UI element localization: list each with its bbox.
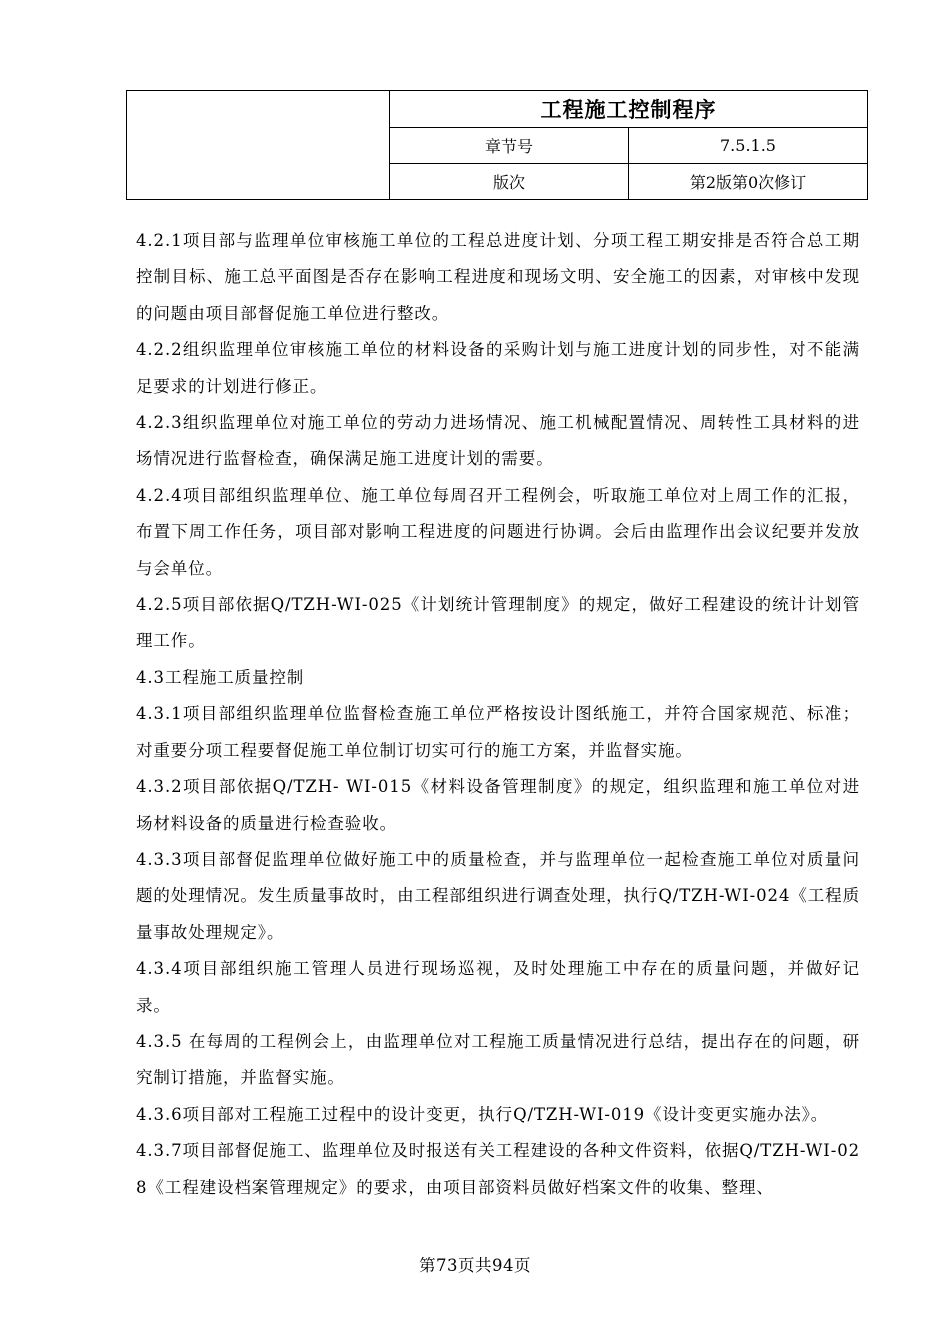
version-label: 版次 [390, 164, 629, 200]
paragraph-4-2-5: 4.2.5项目部依据Q/TZH-WI-025《计划统计管理制度》的规定，做好工程建设的统计计划管理工作。 [136, 595, 860, 651]
version-value: 第2版第0次修订 [629, 164, 868, 200]
paragraph-4-3-3: 4.3.3项目部督促监理单位做好施工中的质量检查，并与监理单位一起检查施工单位对质量问题的处理情况。发生质量事故时，由工程部组织进行调查处理，执行Q/TZH-WI-024《工程质量事故处理规定》。 [136, 849, 860, 942]
paragraph-4-3-7: 4.3.7项目部督促施工、监理单位及时报送有关工程建设的各种文件资料，依据Q/TZH-WI-028《工程建设档案管理规定》的要求，由项目部资料员做好档案文件的收集、整理、 [136, 1141, 860, 1197]
document-title: 工程施工控制程序 [390, 91, 868, 128]
document-body [136, 223, 860, 1206]
paragraph-4-2-4: 4.2.4项目部组织监理单位、施工单位每周召开工程例会，听取施工单位对上周工作的汇报，布置下周工作任务，项目部对影响工程进度的问题进行协调。会后由监理作出会议纪要并发放与会单位。 [136, 485, 860, 578]
chapter-value: 7.5.1.5 [629, 128, 868, 164]
paragraph-4-3-1: 4.3.1项目部组织监理单位监督检查施工单位严格按设计图纸施工，并符合国家规范、标准；对重要分项工程要督促施工单位制订切实可行的施工方案，并监督实施。 [136, 704, 860, 760]
paragraph-4-2-3: 4.2.3组织监理单位对施工单位的劳动力进场情况、施工机械配置情况、周转性工具材料的进场情况进行监督检查，确保满足施工进度计划的需要。 [136, 413, 860, 469]
chapter-label: 章节号 [390, 128, 629, 164]
paragraph-4-3-5: 4.3.5 在每周的工程例会上，由监理单位对工程施工质量情况进行总结，提出存在的问题，研究制订措施，并监督实施。 [136, 1031, 860, 1088]
header-logo-cell [127, 91, 390, 200]
document-header-table [126, 90, 868, 200]
paragraph-4-2-2: 4.2.2组织监理单位审核施工单位的材料设备的采购计划与施工进度计划的同步性，对不能满足要求的计划进行修正。 [136, 340, 860, 396]
paragraph-4-3-2: 4.3.2项目部依据Q/TZH- WI-015《材料设备管理制度》的规定，组织监理和施工单位对进场材料设备的质量进行检查验收。 [136, 777, 860, 833]
paragraph-4-3-6: 4.3.6项目部对工程施工过程中的设计变更，执行Q/TZH-WI-019《设计变更实施办法》。 [136, 1104, 829, 1124]
paragraph-4-2-1: 4.2.1项目部与监理单位审核施工单位的工程总进度计划、分项工程工期安排是否符合总工期控制目标、施工总平面图是否存在影响工程进度和现场文明、安全施工的因素，对审核中发现的问题由项目部督促施工单位进行整改。 [136, 231, 860, 323]
paragraph-4-3-4: 4.3.4项目部组织施工管理人员进行现场巡视，及时处理施工中存在的质量问题，并做好记录。 [136, 959, 860, 1015]
page-number-footer: 第73页共94页 [419, 1256, 531, 1275]
section-heading-4-3: 4.3工程施工质量控制 [136, 667, 305, 687]
